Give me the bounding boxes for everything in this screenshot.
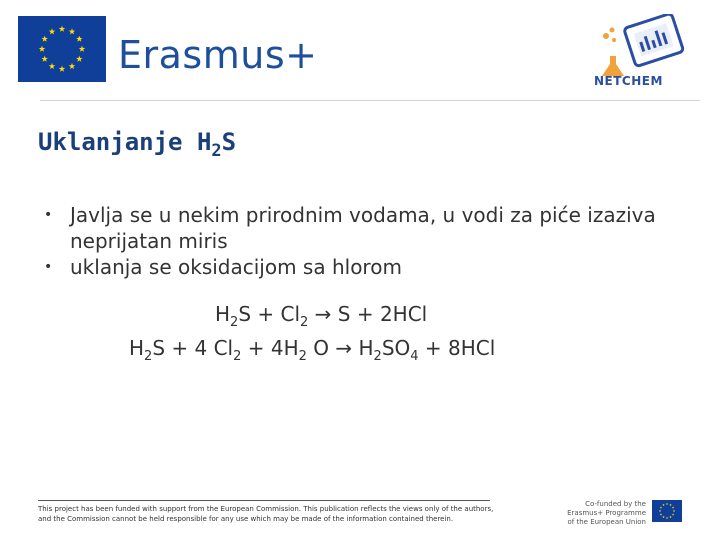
slide-title: [38, 128, 237, 161]
eu-star: [39, 46, 45, 52]
eq-part: H: [129, 336, 145, 360]
eq-part: H: [215, 302, 231, 326]
eu-star: [666, 503, 668, 505]
eu-star: [669, 516, 671, 518]
eq-subscript: 2: [300, 315, 309, 330]
eu-star: [673, 510, 675, 512]
footer-divider: [38, 500, 490, 501]
bullet-item: • Javlja se u nekim prirodnim vodama, u vodi za piće izaziva neprijatan miris: [42, 202, 682, 254]
eu-flag-logo: [18, 16, 106, 82]
eu-star: [660, 513, 662, 515]
bullet-list: [42, 202, 682, 280]
eq-part: → S + 2HCl: [308, 302, 428, 326]
eu-star: [669, 504, 671, 506]
title-subscript: 2: [211, 141, 222, 161]
bullet-item: • uklanja se oksidacijom sa hlorom: [42, 254, 682, 280]
eu-star: [79, 46, 85, 52]
eu-star: [49, 28, 55, 34]
eu-stars-small-icon: [652, 500, 682, 522]
eq-subscript: 2: [230, 315, 239, 330]
eq-part: O → H: [306, 336, 374, 360]
eu-star: [666, 517, 668, 519]
equation-2: [129, 336, 496, 364]
eu-star: [672, 513, 674, 515]
eq-subscript: 2: [373, 349, 382, 364]
eu-star: [660, 506, 662, 508]
eq-part: SO: [381, 336, 411, 360]
erasmus-plus-logo-text: Erasmus+: [118, 33, 318, 77]
eq-part: S + Cl: [238, 302, 301, 326]
eu-star: [41, 36, 47, 42]
footer-disclaimer: This project has been funded with support from the European Commission. This publication reflects the views only of the authors, and the Commission cannot be held responsible for any use which may be made of the information contained therein.: [38, 505, 494, 523]
eu-star: [69, 63, 75, 69]
eu-star: [59, 66, 65, 72]
eu-star: [76, 36, 82, 42]
eq-part: S + 4 Cl: [152, 336, 234, 360]
eq-subscript: 4: [410, 349, 419, 364]
eq-subscript: 2: [298, 349, 307, 364]
eu-stars-icon: [18, 16, 106, 82]
eu-star: [41, 56, 47, 62]
eq-subscript: 2: [144, 349, 153, 364]
title-text: Uklanjanje H: [38, 128, 212, 156]
title-text-end: S: [221, 128, 237, 156]
header-divider: [40, 100, 700, 101]
cofunded-text: Co-funded by the Erasmus+ Programme of the European Union: [567, 500, 646, 526]
equation-1: [215, 302, 428, 330]
eq-part: + 8HCl: [418, 336, 496, 360]
eu-star: [59, 26, 65, 32]
eu-star: [76, 56, 82, 62]
eu-star: [672, 506, 674, 508]
eu-star: [659, 510, 661, 512]
eu-star: [662, 516, 664, 518]
eq-part: + 4H: [241, 336, 299, 360]
eu-star: [662, 504, 664, 506]
eu-star: [49, 63, 55, 69]
netchem-logo-text: NETCHEM: [594, 74, 663, 88]
eu-star: [69, 28, 75, 34]
eq-subscript: 2: [233, 349, 242, 364]
eu-flag-small-logo: [652, 500, 682, 522]
